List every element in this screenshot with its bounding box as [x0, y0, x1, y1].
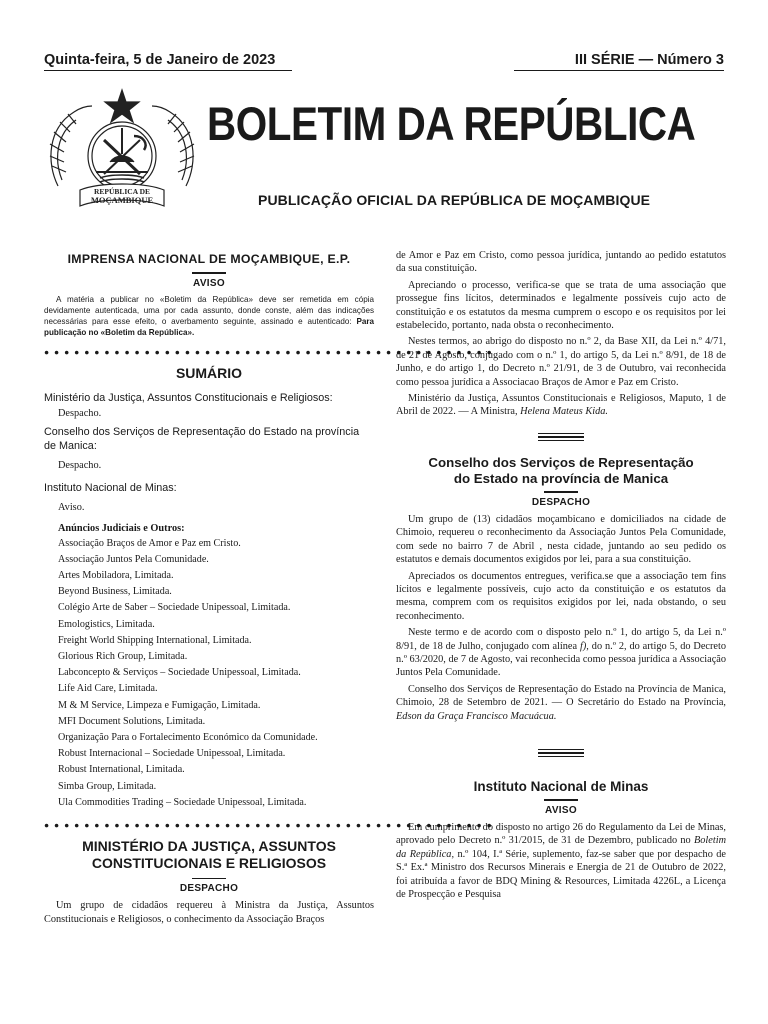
signature-lead: Ministério da Justiça, Assuntos Constitucionais e Religiosos, Maputo, 1 de Abril de 2022. — A Ministra, — [396, 393, 726, 418]
list-item: Freight World Shipping International, Limitada. — [58, 634, 252, 646]
dotted-separator: ● ● ● ● ● ● ● ● ● ● ● ● ● ● ● ● ● ● ● ● ● ● ● ● ● ● ● ● ● ● ● ● ● ● ● ● ● ● ● ● ● ● ● ● ● — [44, 346, 494, 357]
list-item: MFI Document Solutions, Limitada. — [58, 715, 206, 727]
conselho-title — [396, 455, 726, 487]
conselho-paragraph: Um grupo de (13) cidadãos moçambicano e domiciliados na cidade de Chimoio, requereu o reconhecimento da Associação Juntos Pela Comunidade, com sede no bairro 7 de Abril , nesta cidade, juntando ao seu pedido os estatutos e demais documentos exigidos por lei, para a sua constituição. — [396, 513, 726, 566]
conselho-paragraph-a: Neste termo e de acordo com o disposto pelo n.º 1, do artigo 5, da Lei n.º 8/91, de 18 de Julho, conjugado com alínea — [396, 627, 726, 652]
conselho-title-line-2: do Estado na província de Manica — [453, 471, 669, 487]
instituto-paragraph-italic: Boletim da República, — [396, 835, 727, 860]
imprensa-aviso-label: AVISO — [193, 277, 225, 289]
masthead-title: BOLETIM DA REPÚBLICA — [207, 97, 696, 150]
dotted-separator: ● ● ● ● ● ● ● ● ● ● ● ● ● ● ● ● ● ● ● ● ● ● ● ● ● ● ● ● ● ● ● ● ● ● ● ● ● ● ● ● ● ● ● ● ● — [44, 819, 494, 830]
list-item: Life Aid Care, Limitada. — [58, 683, 158, 695]
issue-series-number: III SÉRIE — Número 3 — [514, 52, 724, 71]
list-item: Organização Para o Fortalecimento Económico da Comunidade. — [58, 731, 318, 743]
conselho-paragraph — [396, 626, 726, 680]
conselho-paragraph-b: do n.º 2, do artigo 5, do Decreto n.º 63/2020, de 7 de Agosto, vai reconhecida como pessoa jurídica a Associação Juntos Pela Comunidade. — [396, 640, 727, 679]
divider — [544, 491, 578, 493]
ministerio-paragraph: Um grupo de cidadãos requereu à Ministra da Justiça, Assuntos Constitucionais e Religiosos, o conhecimento da Associação Braços — [44, 900, 374, 925]
imprensa-title: IMPRENSA NACIONAL DE MOÇAMBIQUE, E.P. — [67, 252, 351, 266]
ministerio-paragraph: Nestes termos, ao abrigo do disposto no n.º 2, da Base XII, da Lei n.º 4/71, de 21 de Agosto, conjugado com o n.º 1, do artigo 5, da Lei n.º 8/91, de 18 de Junho, e do artigo 1, do Decreto n.º 21/91, de 3 de Outubro, vai reconhecida como pessoa jurídica a Associacao Braços de Amor e Paz em Cristo. — [396, 336, 726, 388]
list-item: Robust International, Limitada. — [58, 764, 185, 776]
list-item: Emologistics, Limitada. — [58, 618, 155, 630]
signature-name: Edson da Graça Francisco Macuácua. — [396, 710, 557, 722]
list-item: Artes Mobiladora, Limitada. — [58, 569, 174, 581]
divider — [192, 272, 226, 274]
list-item: Colégio Arte de Saber – Sociedade Unipessoal, Limitada. — [58, 602, 291, 614]
conselho-despacho-label: DESPACHO — [531, 496, 591, 508]
ministerio-paragraph-cont: de Amor e Paz em Cristo, como pessoa jurídica, juntando ao pedido estatutos da sua constituição. — [396, 250, 726, 275]
sumario-entry-org: Instituto Nacional de Minas: — [44, 481, 177, 494]
conselho-paragraph: Apreciados os documentos entregues, verifica.se que a associação tem fins lícitos e legalmente possíveis, cujo acto da constituição e os estatutos da mesma, comprem com os requisitos exigidos por lei, nada obstando, o seu reconhecimento. — [396, 570, 726, 622]
imprensa-aviso-text — [44, 294, 374, 338]
list-item: M & M Service, Limpeza e Fumigação, Limitada. — [58, 699, 261, 711]
instituto-paragraph — [396, 821, 726, 901]
list-item: Ula Commodities Trading – Sociedade Unipessoal, Limitada. — [58, 796, 307, 808]
sumario-entry-doc: Despacho. — [58, 407, 102, 419]
signature-name: Helena Mateus Kida. — [520, 406, 608, 418]
ministerio-title — [44, 838, 374, 872]
ministerio-title-line-2: CONSTITUCIONAIS E RELIGIOSOS — [91, 854, 327, 871]
emblem-text-bottom: MOÇAMBIQUE — [90, 195, 154, 205]
right-column — [396, 249, 726, 904]
anuncios-title: Anúncios Judiciais e Outros: — [58, 522, 185, 534]
conselho-title-line-1: Conselho dos Serviços de Representação — [428, 455, 694, 471]
conselho-paragraph-italic: f), — [580, 640, 589, 652]
aviso-text-body: A matéria a publicar no «Boletim da República» deve ser remetida em cópia devidamente autenticada, uma por cada assunto, donde conste, além das indicações necessárias para esse efeito, o averbamento seguinte, assinado e autenticado: — [44, 294, 374, 326]
masthead-subtitle: PUBLICAÇÃO OFICIAL DA REPÚBLICA DE MOÇAMBIQUE — [258, 192, 651, 208]
divider — [192, 878, 226, 880]
sumario-entry-doc: Aviso. — [58, 501, 85, 513]
instituto-title: Instituto Nacional de Minas — [473, 779, 649, 795]
ministerio-title-line-1: MINISTÉRIO DA JUSTIÇA, ASSUNTOS — [82, 837, 336, 854]
list-item: Labconcepto & Serviços – Sociedade Unipessoal, Limitada. — [58, 667, 301, 679]
sumario-entry-org: Conselho dos Serviços de Representação do Estado na província de Manica: — [44, 425, 360, 452]
sumario-title: SUMÁRIO — [175, 364, 243, 381]
double-rule-divider — [538, 749, 584, 758]
instituto-paragraph-a: Em cumprimento do disposto no artigo 26 do Regulamento da Lei de Minas, aprovado pelo Decreto n.º 31/2015, de 31 de Dezembro, publicado no — [396, 821, 726, 847]
double-rule-divider — [538, 433, 584, 442]
ministerio-signature-paragraph — [396, 392, 726, 419]
emblem-text-top: REPÚBLICA DE — [93, 187, 151, 196]
list-item: Associação Braços de Amor e Paz em Cristo. — [58, 537, 241, 549]
list-item: Beyond Business, Limitada. — [58, 586, 172, 598]
list-item: Associação Juntos Pela Comunidade. — [58, 553, 209, 565]
mozambique-emblem-icon — [40, 82, 204, 214]
anuncios-list — [44, 536, 374, 811]
divider — [544, 799, 578, 801]
sumario-entry-doc: Despacho. — [58, 459, 102, 471]
list-item: Glorious Rich Group, Limitada. — [58, 650, 188, 662]
list-item: Robust Internacional – Sociedade Unipessoal, Limitada. — [58, 748, 286, 760]
aviso-text-bold: Para publicação no «Boletim da República». — [44, 316, 375, 337]
ministerio-paragraph: Apreciando o processo, verifica-se que se trata de uma associação que prossegue fins lícitos, determinados e legalmente possíveis cujo acto de constituição e os estatutos da mesma cumprem o escopo e os requisitos por lei estabelecido, portanto, nada obsta o reconhecimento. — [396, 279, 726, 332]
ministerio-despacho-label: DESPACHO — [179, 883, 239, 895]
sumario-entry-org: Ministério da Justiça, Assuntos Constitucionais e Religiosos: — [44, 391, 333, 404]
issue-date: Quinta-feira, 5 de Janeiro de 2023 — [44, 52, 292, 71]
conselho-signature-paragraph — [396, 683, 726, 723]
list-item: Simba Group, Limitada. — [58, 780, 157, 792]
instituto-paragraph-b: n.º 104, I.ª Série, suplemento, faz-se saber que por despacho de S.ª Ex.ª Ministro dos Recursos Minerais e Energia de 21 de Outubro de 2022, foi atribuída a favor de BDQ Mining & Resources, Limitada 4226L, a Licença de Prospecção e Pesquisa — [396, 848, 726, 900]
instituto-aviso-label: AVISO — [545, 804, 577, 816]
signature-lead: Conselho dos Serviços de Representação do Estado na Província de Manica, Chimoio, 28 de Setembro de 2021. — O Secretário do Estado na Província, — [396, 683, 726, 709]
